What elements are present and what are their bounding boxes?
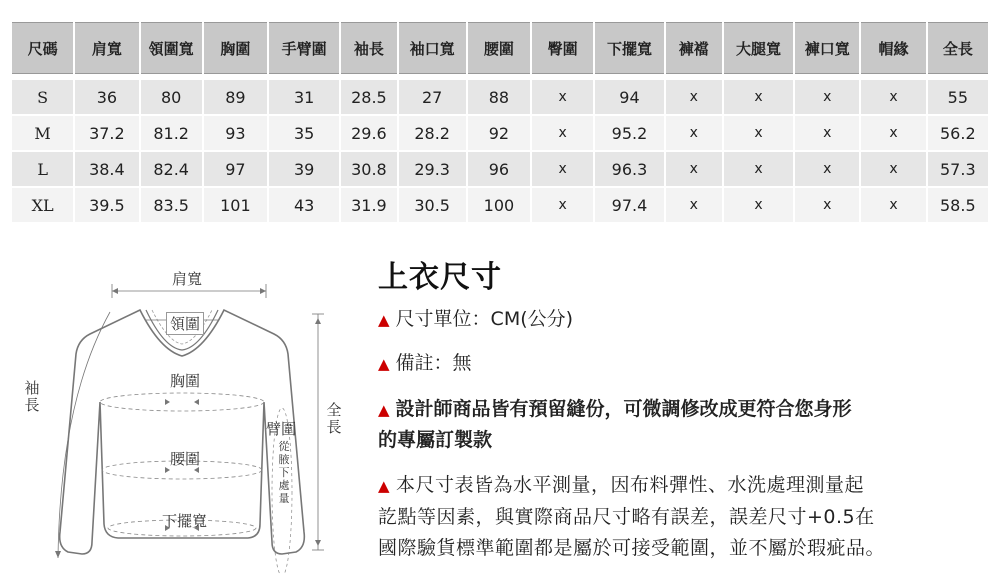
column-header: 袖長 (341, 22, 396, 74)
table-row (12, 116, 988, 150)
table-cell: 37.2 (75, 116, 138, 150)
table-cell: 83.5 (141, 188, 202, 222)
column-header: 肩寬 (75, 22, 138, 74)
column-header: 褲口寬 (795, 22, 859, 74)
label-collar: 領圍 (166, 312, 204, 335)
table-cell: x (861, 76, 925, 114)
table-header-row (12, 22, 988, 74)
bullet-icon: ▲ (378, 477, 391, 495)
table-cell: 38.4 (75, 152, 138, 186)
size-table (10, 20, 990, 224)
note-measure-text-1: 本尺寸表皆為水平測量，因布料彈性、水洗處理測量起 (396, 474, 865, 496)
table-cell: 55 (928, 76, 988, 114)
column-header: 下擺寬 (595, 22, 663, 74)
table-cell: x (795, 116, 859, 150)
note-remark-text: 備註：無 (395, 352, 472, 374)
bullet-icon: ▲ (378, 311, 390, 329)
note-measure-text-3: 國際驗貨標準範圍都是屬於可接受範圍，並不屬於瑕疵品。 (378, 537, 886, 559)
table-cell: x (861, 116, 925, 150)
sweater-diagram (20, 262, 340, 574)
table-cell: 56.2 (928, 116, 988, 150)
table-cell: 57.3 (928, 152, 988, 186)
table-cell: 100 (468, 188, 530, 222)
table-cell: 95.2 (595, 116, 663, 150)
table-cell: 43 (269, 188, 339, 222)
table-cell: 96 (468, 152, 530, 186)
table-cell: x (724, 152, 793, 186)
column-header: 臀圍 (532, 22, 593, 74)
table-cell: 88 (468, 76, 530, 114)
table-cell: x (666, 152, 722, 186)
table-cell: 35 (269, 116, 339, 150)
table-cell: x (532, 76, 593, 114)
label-arm-note: 從腋下處量 (278, 440, 290, 505)
label-length: 全長 (326, 401, 342, 436)
column-header: 大腿寬 (724, 22, 793, 74)
label-sleeve: 袖長 (24, 379, 40, 414)
column-header: 胸圍 (204, 22, 267, 74)
table-cell: x (532, 116, 593, 150)
label-waist: 腰圍 (170, 450, 201, 468)
table-cell: 96.3 (595, 152, 663, 186)
table-cell: 31 (269, 76, 339, 114)
bullet-icon: ▲ (378, 401, 390, 419)
bullet-icon: ▲ (378, 355, 390, 373)
table-cell: x (532, 152, 593, 186)
table-cell: 28.5 (341, 76, 396, 114)
note-unit-text: 尺寸單位：CM(公分) (395, 308, 574, 330)
table-cell: 29.3 (399, 152, 466, 186)
table-cell: x (666, 188, 722, 222)
table-cell: x (724, 116, 793, 150)
table-cell: x (795, 188, 859, 222)
column-header: 袖口寬 (399, 22, 466, 74)
table-cell: 101 (204, 188, 267, 222)
table-cell: 58.5 (928, 188, 988, 222)
table-cell: 39.5 (75, 188, 138, 222)
table-row (12, 188, 988, 222)
note-remark (378, 348, 472, 375)
size-label-cell: XL (12, 188, 73, 222)
notes-title: 上衣尺寸 (378, 260, 502, 295)
table-row (12, 76, 988, 114)
table-cell: x (666, 76, 722, 114)
column-header: 腰圍 (468, 22, 530, 74)
table-cell: 97 (204, 152, 267, 186)
table-cell: 81.2 (141, 116, 202, 150)
table-cell: x (666, 116, 722, 150)
note-design-text-1: 設計師商品皆有預留縫份，可微調修改成更符合您身形 (395, 398, 852, 420)
note-unit (378, 304, 573, 331)
column-header: 手臂圍 (269, 22, 339, 74)
column-header: 尺碼 (12, 22, 73, 74)
table-cell: 97.4 (595, 188, 663, 222)
table-cell: 30.8 (341, 152, 396, 186)
label-hem: 下擺寬 (162, 512, 208, 530)
table-cell: x (795, 76, 859, 114)
note-design-text-2: 的專屬訂製款 (378, 429, 493, 451)
table-cell: x (795, 152, 859, 186)
table-cell: 27 (399, 76, 466, 114)
table-cell: 31.9 (341, 188, 396, 222)
table-cell: 82.4 (141, 152, 202, 186)
table-cell: 39 (269, 152, 339, 186)
table-cell: 89 (204, 76, 267, 114)
column-header: 帽緣 (861, 22, 925, 74)
table-cell: 29.6 (341, 116, 396, 150)
table-cell: 92 (468, 116, 530, 150)
table-cell: 36 (75, 76, 138, 114)
size-label-cell: L (12, 152, 73, 186)
table-cell: x (724, 188, 793, 222)
label-shoulder: 肩寬 (172, 270, 203, 288)
size-label-cell: S (12, 76, 73, 114)
column-header: 褲襠 (666, 22, 722, 74)
table-cell: 80 (141, 76, 202, 114)
table-cell: 28.2 (399, 116, 466, 150)
note-design (378, 394, 852, 455)
label-arm: 臂圍 (266, 420, 297, 438)
table-cell: x (724, 76, 793, 114)
column-header: 全長 (928, 22, 988, 74)
table-row (12, 152, 988, 186)
note-measure (378, 470, 885, 564)
table-cell: x (532, 188, 593, 222)
label-chest: 胸圍 (170, 372, 201, 390)
table-cell: x (861, 152, 925, 186)
table-cell: x (861, 188, 925, 222)
table-cell: 93 (204, 116, 267, 150)
table-body (12, 76, 988, 222)
table-cell: 94 (595, 76, 663, 114)
size-notes (378, 252, 978, 559)
column-header: 領圍寬 (141, 22, 202, 74)
table-cell: 30.5 (399, 188, 466, 222)
note-measure-text-2: 訖點等因素，與實際商品尺寸略有誤差，誤差尺寸+0.5在 (378, 506, 875, 528)
size-label-cell: M (12, 116, 73, 150)
